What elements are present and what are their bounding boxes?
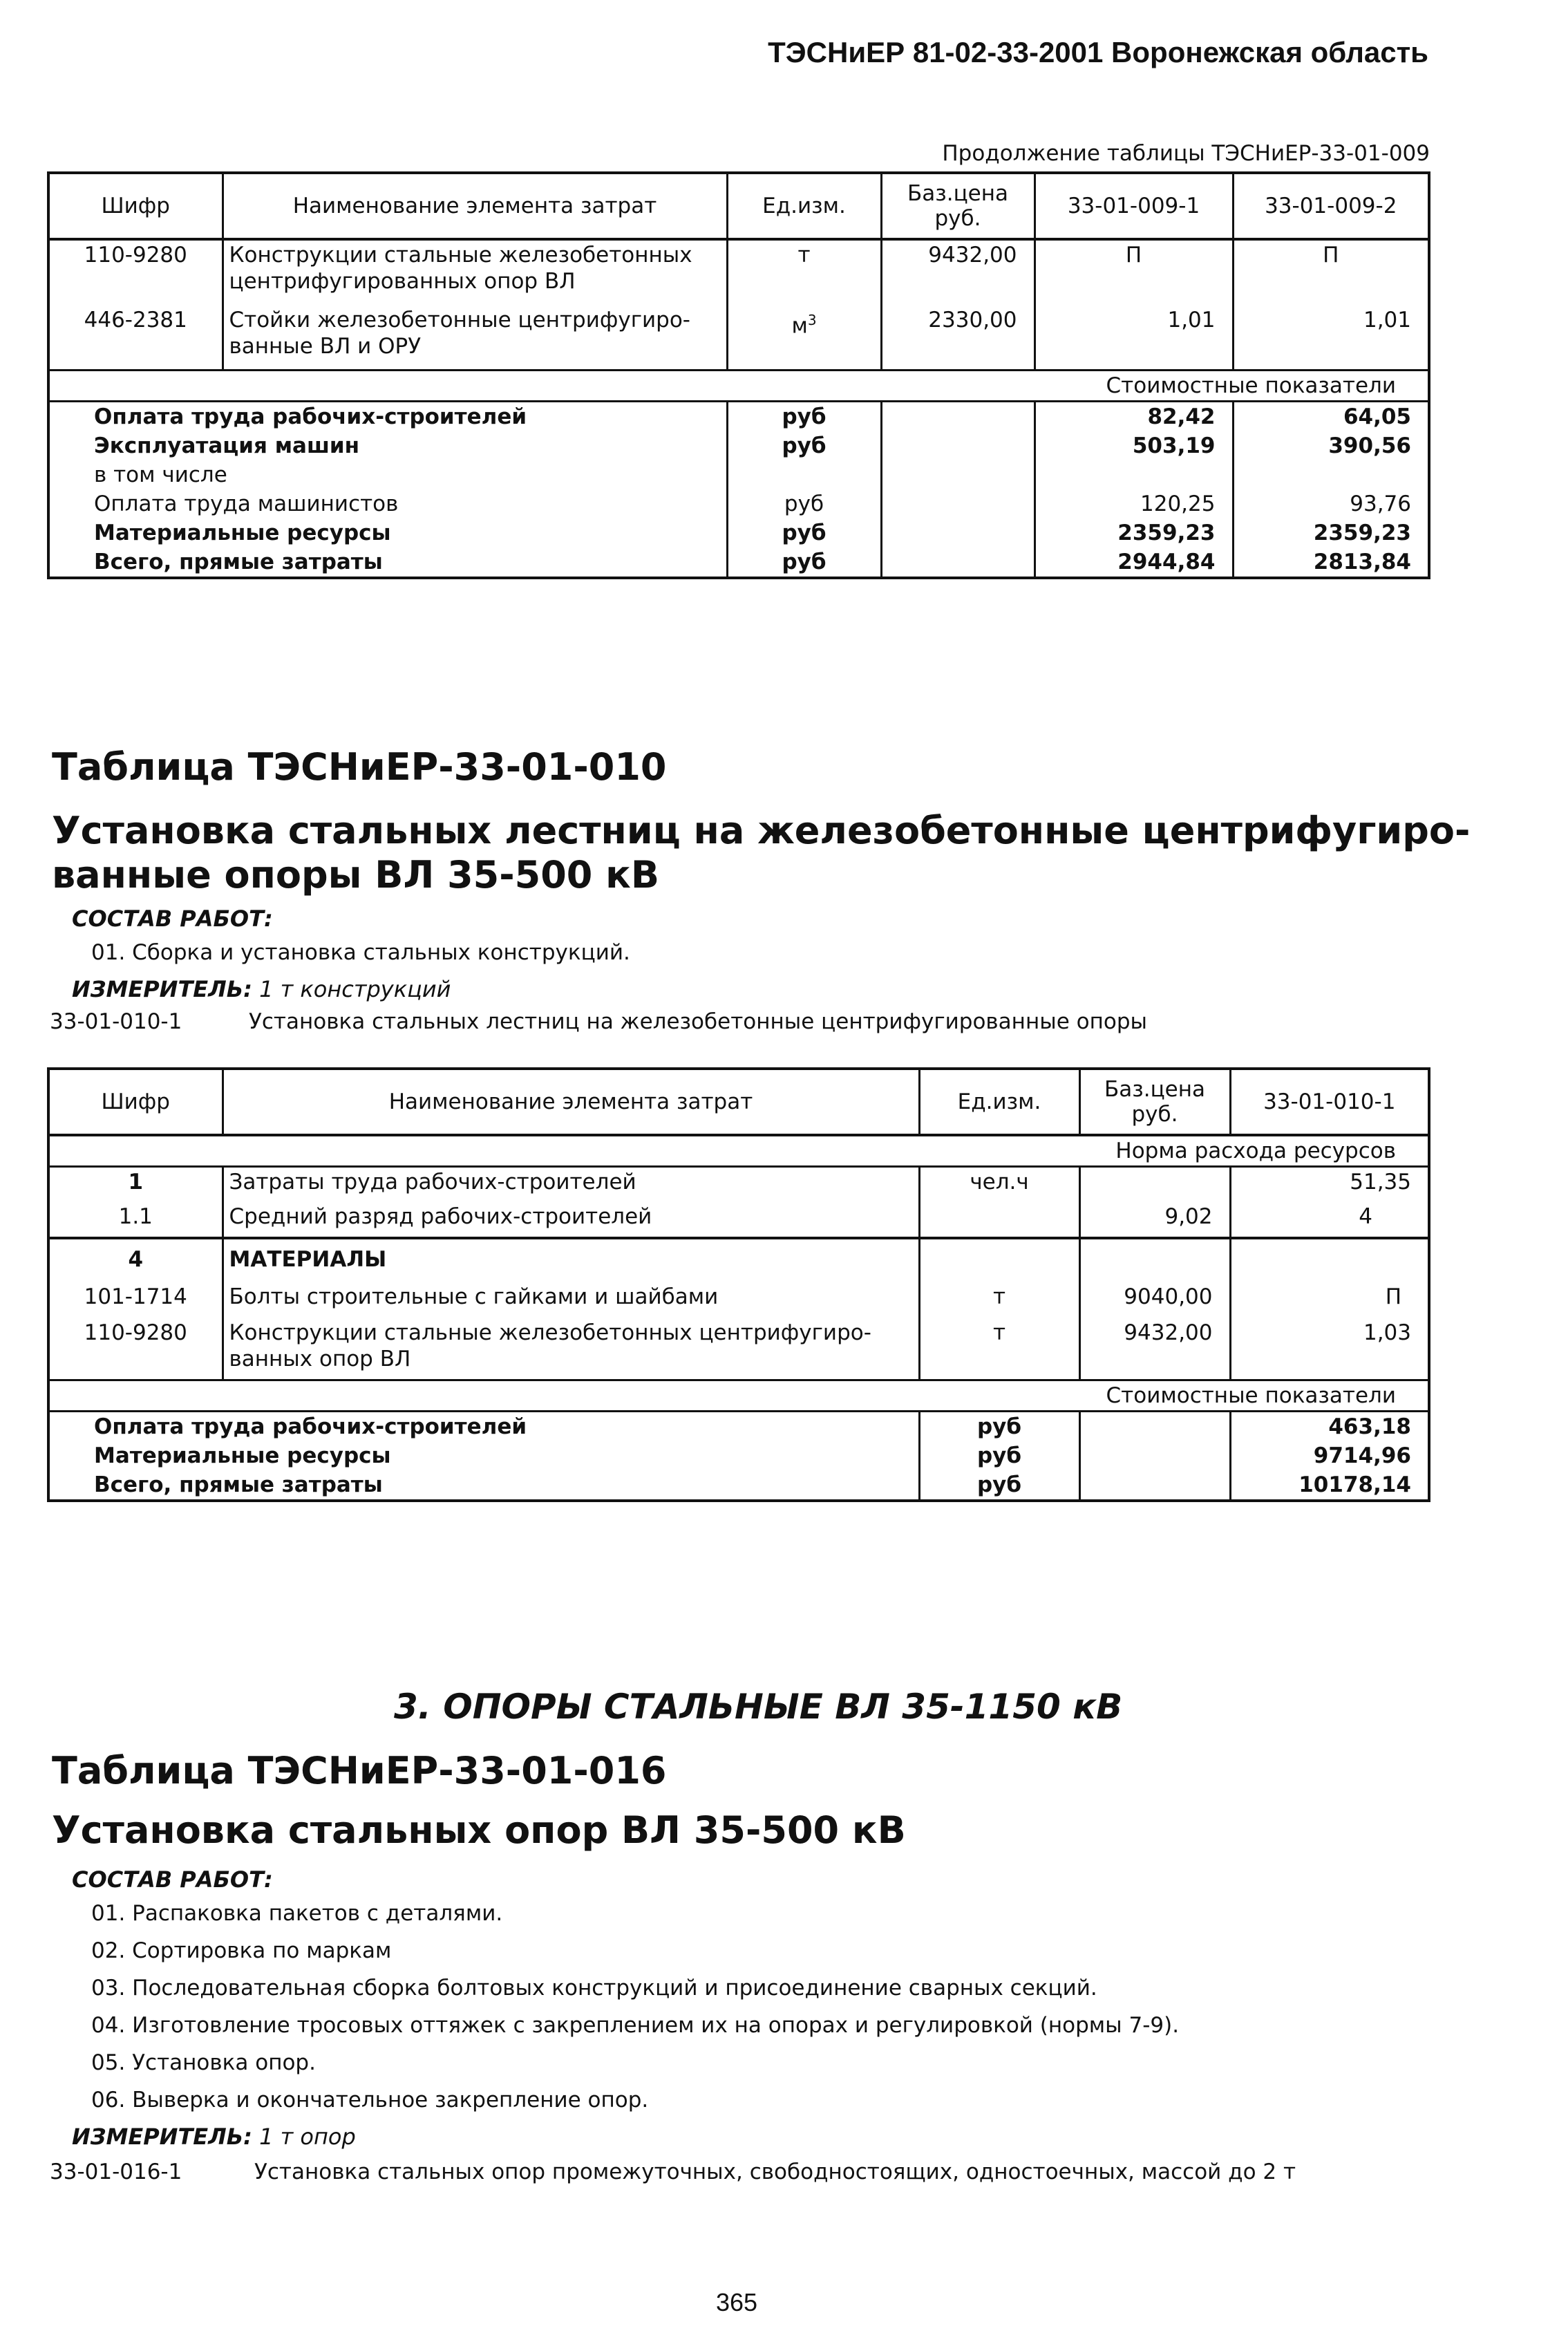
works-label: СОСТАВ РАБОТ: bbox=[72, 906, 273, 932]
page-number: 365 bbox=[716, 2288, 758, 2316]
cost-table-010 bbox=[47, 1067, 1430, 1502]
norm-code-line: 33-01-016-1 Установка стальных опор промежуточных, свободностоящих, одностоечных, массой до 2 т bbox=[50, 2160, 1296, 2184]
table-subtitle-016: Установка стальных опор ВЛ 35-500 кВ bbox=[52, 1808, 906, 1852]
col-header-009-2: 33-01-009-2 bbox=[1233, 173, 1429, 239]
table-row: 446-2381 Стойки железобетонные центрифугиро-ванные ВЛ и ОРУ $м^3$ 2330,00 1,01 1,01 bbox=[48, 296, 1429, 371]
col-header-price: Баз.цена руб. bbox=[1079, 1069, 1230, 1135]
table-continuation-note: Продолжение таблицы ТЭСНиЕР-33-01-009 bbox=[942, 141, 1430, 166]
table-row: 101-1714 Болты строительные с гайками и шайбами т 9040,00 П bbox=[48, 1281, 1429, 1318]
summary-row: Материальные ресурсы руб 2359,23 2359,23 bbox=[48, 518, 1429, 547]
summary-row: Материальные ресурсы руб 9714,96 bbox=[48, 1441, 1429, 1470]
col-header-price: Баз.цена руб. bbox=[881, 173, 1035, 239]
summary-row: Оплата труда рабочих-строителей руб 82,42 64,05 bbox=[48, 402, 1429, 432]
work-item: 04. Изготовление тросовых оттяжек с закреплением их на опорах и регулировкой (нормы 7-9). bbox=[91, 2013, 1180, 2038]
band-row: Стоимостные показатели bbox=[48, 1380, 1429, 1412]
table-row: 4 МАТЕРИАЛЫ bbox=[48, 1238, 1429, 1281]
col-header-code: Шифр bbox=[48, 173, 223, 239]
works-label: СОСТАВ РАБОТ: bbox=[72, 1866, 273, 1893]
table-subtitle-010-line2: ванные опоры ВЛ 35-500 кВ bbox=[52, 853, 659, 897]
col-header-010-1: 33-01-010-1 bbox=[1230, 1069, 1429, 1135]
table-subtitle-010-line1: Установка стальных лестниц на железобетонные центрифугиро- bbox=[52, 809, 1471, 852]
section-heading: 3. ОПОРЫ СТАЛЬНЫЕ ВЛ 35-1150 кВ bbox=[394, 1687, 1123, 1727]
norm-code-line: 33-01-010-1 Установка стальных лестниц на железобетонные центрифугированные опоры bbox=[50, 1009, 1147, 1034]
summary-row: Оплата труда рабочих-строителей руб 463,18 bbox=[48, 1412, 1429, 1442]
summary-row: Всего, прямые затраты руб 2944,84 2813,84 bbox=[48, 547, 1429, 578]
work-item: 01. Распаковка пакетов с деталями. bbox=[91, 1901, 503, 1926]
col-header-name: Наименование элемента затрат bbox=[223, 1069, 919, 1135]
table-row: 1.1 Средний разряд рабочих-строителей 9,02 4 bbox=[48, 1197, 1429, 1238]
page-header: ТЭСНиЕР 81-02-33-2001 Воронежская область bbox=[768, 36, 1428, 68]
table-title-010: Таблица ТЭСНиЕР-33-01-010 bbox=[52, 745, 667, 789]
work-item: 03. Последовательная сборка болтовых конструкций и присоединение сварных секций. bbox=[91, 1976, 1097, 2001]
table-row: 110-9280 Конструкции стальные железобетонных центрифугиро-ванных опор ВЛ т 9432,00 1,03 bbox=[48, 1318, 1429, 1380]
summary-row: Всего, прямые затраты руб 10178,14 bbox=[48, 1470, 1429, 1501]
table-row: 1 Затраты труда рабочих-строителей чел.ч 51,35 bbox=[48, 1167, 1429, 1197]
meter-line: ИЗМЕРИТЕЛЬ: 1 т опор bbox=[72, 2124, 356, 2150]
table-title-016: Таблица ТЭСНиЕР-33-01-016 bbox=[52, 1749, 667, 1792]
col-header-name: Наименование элемента затрат bbox=[223, 173, 727, 239]
col-header-code: Шифр bbox=[48, 1069, 223, 1135]
work-item: 02. Сортировка по маркам bbox=[91, 1938, 392, 1963]
summary-row: Оплата труда машинистов руб 120,25 93,76 bbox=[48, 489, 1429, 518]
work-item: 06. Выверка и окончательное закрепление опор. bbox=[91, 2088, 649, 2113]
work-item: 05. Установка опор. bbox=[91, 2050, 316, 2075]
work-item: 01. Сборка и установка стальных конструкций. bbox=[91, 940, 630, 965]
col-header-unit: Ед.изм. bbox=[919, 1069, 1079, 1135]
table-row: 110-9280 Конструкции стальные железобетонных центрифугированных опор ВЛ т 9432,00 П П bbox=[48, 239, 1429, 296]
col-header-unit: Ед.изм. bbox=[727, 173, 881, 239]
meter-line: ИЗМЕРИТЕЛЬ: 1 т конструкций bbox=[72, 976, 451, 1002]
col-header-009-1: 33-01-009-1 bbox=[1035, 173, 1233, 239]
cost-table-009 bbox=[47, 171, 1430, 579]
band-row: Норма расхода ресурсов bbox=[48, 1135, 1429, 1167]
band-row: Стоимостные показатели bbox=[48, 371, 1429, 402]
summary-row: в том числе bbox=[48, 460, 1429, 489]
summary-row: Эксплуатация машин руб 503,19 390,56 bbox=[48, 431, 1429, 460]
